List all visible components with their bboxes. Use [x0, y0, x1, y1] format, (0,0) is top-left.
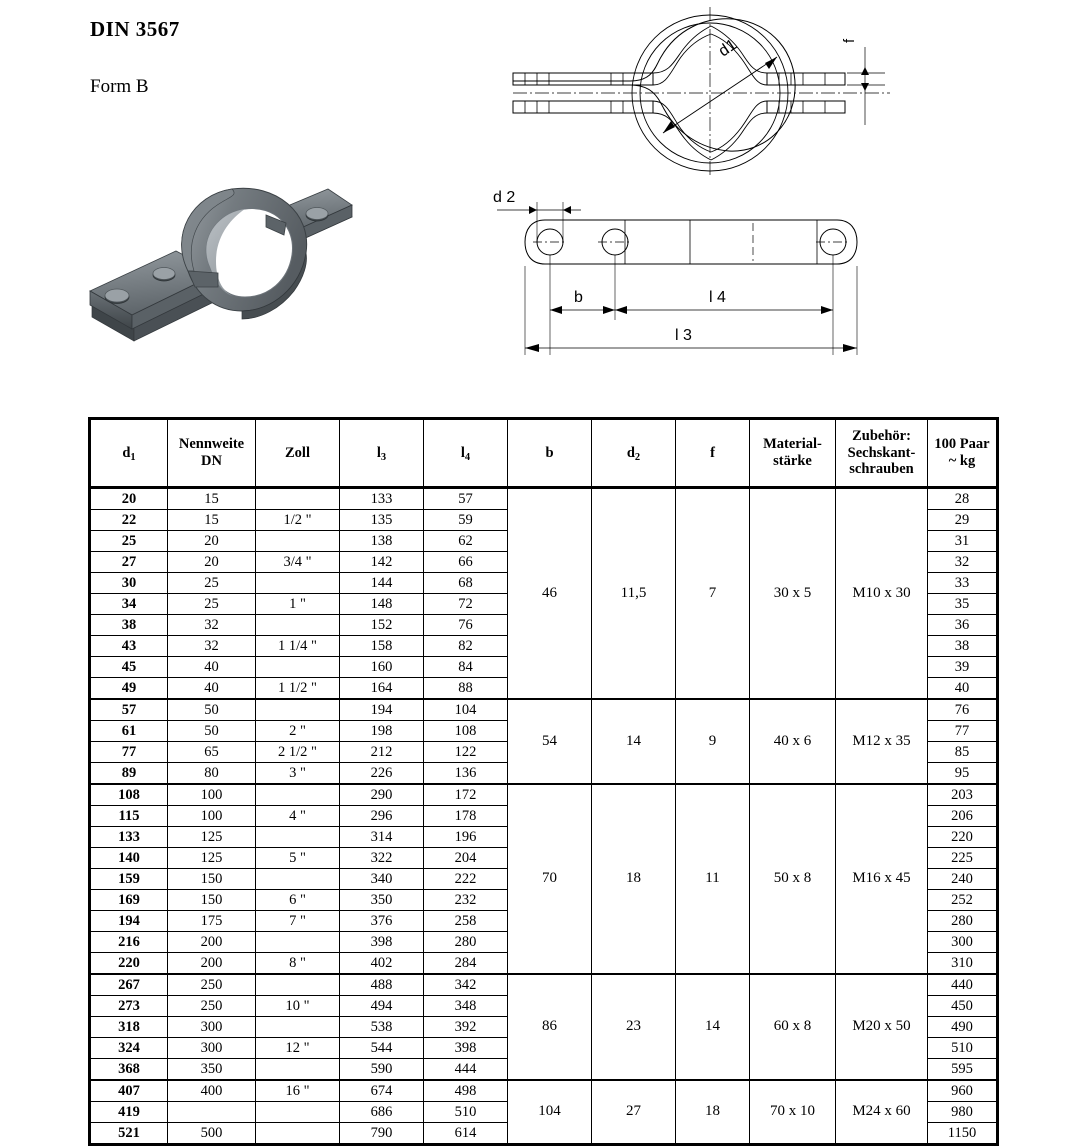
cell-l4: 59 — [424, 510, 508, 531]
cell-b: 86 — [508, 974, 592, 1080]
table-body — [90, 488, 998, 1145]
cell-d1: 407 — [90, 1080, 168, 1102]
cell-l4: 172 — [424, 784, 508, 806]
cell-zoll: 10 " — [256, 996, 340, 1017]
cell-l4: 84 — [424, 657, 508, 678]
cell-d1: 216 — [90, 932, 168, 953]
column-header-l4: $l_4$ — [424, 419, 508, 488]
cell-l3: 144 — [340, 573, 424, 594]
dimension-table — [88, 417, 999, 1146]
cell-material: 50 x 8 — [750, 784, 836, 974]
clamp-plan-view — [485, 180, 905, 370]
form-label: Form B — [90, 76, 149, 98]
cell-l3: 152 — [340, 615, 424, 636]
column-header-b: b — [508, 419, 592, 488]
cell-material: 30 x 5 — [750, 488, 836, 700]
cell-dn: 40 — [168, 657, 256, 678]
clamp-front-section-view — [495, 5, 905, 185]
cell-l4: 136 — [424, 763, 508, 785]
cell-dn: 150 — [168, 869, 256, 890]
cell-l4: 82 — [424, 636, 508, 657]
cell-l4: 57 — [424, 488, 508, 510]
table-row — [90, 699, 998, 721]
cell-d1: 77 — [90, 742, 168, 763]
cell-d2: 14 — [592, 699, 676, 784]
column-header-zubehoer: Zubehör: Sechskant- schrauben — [836, 419, 928, 488]
cell-d1: 38 — [90, 615, 168, 636]
dimension-label-d1: d1 — [715, 36, 740, 61]
cell-d1: 194 — [90, 911, 168, 932]
cell-dn: 50 — [168, 699, 256, 721]
table-row — [90, 784, 998, 806]
cell-l4: 104 — [424, 699, 508, 721]
cell-weight: 1150 — [928, 1123, 998, 1145]
cell-dn: 125 — [168, 827, 256, 848]
cell-l4: 178 — [424, 806, 508, 827]
cell-dn: 15 — [168, 488, 256, 510]
cell-weight: 310 — [928, 953, 998, 975]
cell-l3: 194 — [340, 699, 424, 721]
cell-weight: 32 — [928, 552, 998, 573]
cell-d1: 419 — [90, 1102, 168, 1123]
cell-weight: 35 — [928, 594, 998, 615]
cell-zoll — [256, 615, 340, 636]
cell-zoll — [256, 488, 340, 510]
cell-dn: 25 — [168, 594, 256, 615]
cell-l4: 258 — [424, 911, 508, 932]
cell-d2: 11,5 — [592, 488, 676, 700]
cell-d1: 324 — [90, 1038, 168, 1059]
cell-f: 11 — [676, 784, 750, 974]
cell-zoll — [256, 932, 340, 953]
cell-l3: 538 — [340, 1017, 424, 1038]
cell-dn: 20 — [168, 531, 256, 552]
cell-zoll: 8 " — [256, 953, 340, 975]
cell-dn — [168, 1102, 256, 1123]
cell-l4: 398 — [424, 1038, 508, 1059]
cell-l4: 614 — [424, 1123, 508, 1145]
cell-weight: 960 — [928, 1080, 998, 1102]
dimension-label-b: b — [574, 289, 583, 306]
cell-zubehoer: M24 x 60 — [836, 1080, 928, 1145]
pipe-clamp-3d-view — [70, 175, 360, 370]
cell-d1: 30 — [90, 573, 168, 594]
cell-l3: 226 — [340, 763, 424, 785]
cell-l4: 72 — [424, 594, 508, 615]
cell-weight: 490 — [928, 1017, 998, 1038]
cell-dn: 250 — [168, 996, 256, 1017]
cell-dn: 175 — [168, 911, 256, 932]
cell-zoll: 1/2 " — [256, 510, 340, 531]
cell-zoll — [256, 1017, 340, 1038]
cell-weight: 240 — [928, 869, 998, 890]
cell-zoll: 4 " — [256, 806, 340, 827]
cell-zubehoer: M10 x 30 — [836, 488, 928, 700]
cell-zubehoer: M12 x 35 — [836, 699, 928, 784]
cell-l4: 66 — [424, 552, 508, 573]
cell-weight: 36 — [928, 615, 998, 636]
cell-d1: 43 — [90, 636, 168, 657]
cell-zoll — [256, 531, 340, 552]
cell-zoll: 1 1/2 " — [256, 678, 340, 700]
cell-zoll — [256, 784, 340, 806]
cell-d1: 169 — [90, 890, 168, 911]
cell-dn: 25 — [168, 573, 256, 594]
cell-weight: 300 — [928, 932, 998, 953]
cell-dn: 300 — [168, 1017, 256, 1038]
cell-l3: 135 — [340, 510, 424, 531]
cell-zoll: 16 " — [256, 1080, 340, 1102]
cell-l3: 350 — [340, 890, 424, 911]
cell-weight: 38 — [928, 636, 998, 657]
cell-d1: 27 — [90, 552, 168, 573]
column-header-d2: $d_2$ — [592, 419, 676, 488]
cell-l3: 160 — [340, 657, 424, 678]
dimension-label-f: f — [841, 38, 858, 43]
cell-weight: 33 — [928, 573, 998, 594]
cell-weight: 220 — [928, 827, 998, 848]
cell-l3: 198 — [340, 721, 424, 742]
column-header-material: Material- stärke — [750, 419, 836, 488]
cell-dn: 100 — [168, 806, 256, 827]
cell-l3: 212 — [340, 742, 424, 763]
cell-dn: 150 — [168, 890, 256, 911]
dimension-label-l4: l 4 — [709, 289, 726, 306]
cell-material: 60 x 8 — [750, 974, 836, 1080]
cell-zoll: 6 " — [256, 890, 340, 911]
column-header-dn: Nennweite DN — [168, 419, 256, 488]
cell-b: 70 — [508, 784, 592, 974]
cell-l4: 122 — [424, 742, 508, 763]
cell-d1: 521 — [90, 1123, 168, 1145]
cell-l4: 196 — [424, 827, 508, 848]
column-header-l3: $l_3$ — [340, 419, 424, 488]
cell-f: 18 — [676, 1080, 750, 1145]
cell-dn: 40 — [168, 678, 256, 700]
cell-zoll — [256, 974, 340, 996]
cell-d1: 61 — [90, 721, 168, 742]
cell-weight: 95 — [928, 763, 998, 785]
cell-d1: 140 — [90, 848, 168, 869]
dimension-label-d2: d 2 — [493, 189, 516, 206]
cell-zoll: 1 1/4 " — [256, 636, 340, 657]
cell-zoll — [256, 1123, 340, 1145]
table-row — [90, 488, 998, 510]
column-header-zoll: Zoll — [256, 419, 340, 488]
cell-l3: 142 — [340, 552, 424, 573]
cell-dn: 400 — [168, 1080, 256, 1102]
cell-d1: 45 — [90, 657, 168, 678]
column-header-d1: $d_1$ — [90, 419, 168, 488]
cell-zubehoer: M16 x 45 — [836, 784, 928, 974]
cell-d1: 115 — [90, 806, 168, 827]
cell-l3: 376 — [340, 911, 424, 932]
cell-l3: 148 — [340, 594, 424, 615]
cell-weight: 28 — [928, 488, 998, 510]
cell-zoll: 1 " — [256, 594, 340, 615]
cell-f: 9 — [676, 699, 750, 784]
cell-zoll: 3 " — [256, 763, 340, 785]
cell-dn: 50 — [168, 721, 256, 742]
cell-l3: 296 — [340, 806, 424, 827]
cell-d1: 49 — [90, 678, 168, 700]
cell-zoll — [256, 1059, 340, 1081]
cell-zoll — [256, 573, 340, 594]
cell-weight: 31 — [928, 531, 998, 552]
cell-b: 46 — [508, 488, 592, 700]
cell-weight: 206 — [928, 806, 998, 827]
cell-d1: 159 — [90, 869, 168, 890]
cell-zoll — [256, 657, 340, 678]
cell-l4: 222 — [424, 869, 508, 890]
cell-weight: 440 — [928, 974, 998, 996]
cell-d1: 368 — [90, 1059, 168, 1081]
table-row — [90, 974, 998, 996]
cell-dn: 200 — [168, 953, 256, 975]
cell-weight: 39 — [928, 657, 998, 678]
cell-l4: 76 — [424, 615, 508, 636]
cell-l3: 590 — [340, 1059, 424, 1081]
cell-l4: 284 — [424, 953, 508, 975]
cell-zoll — [256, 869, 340, 890]
cell-l4: 348 — [424, 996, 508, 1017]
cell-l4: 342 — [424, 974, 508, 996]
cell-dn: 15 — [168, 510, 256, 531]
cell-zoll — [256, 1102, 340, 1123]
cell-zoll — [256, 699, 340, 721]
title-block — [90, 18, 390, 98]
cell-b: 54 — [508, 699, 592, 784]
cell-zoll: 5 " — [256, 848, 340, 869]
cell-l3: 133 — [340, 488, 424, 510]
cell-weight: 980 — [928, 1102, 998, 1123]
cell-d1: 133 — [90, 827, 168, 848]
cell-zoll: 2 " — [256, 721, 340, 742]
cell-l4: 510 — [424, 1102, 508, 1123]
cell-d1: 89 — [90, 763, 168, 785]
cell-l3: 674 — [340, 1080, 424, 1102]
cell-weight: 29 — [928, 510, 998, 531]
cell-dn: 80 — [168, 763, 256, 785]
table-header — [90, 419, 998, 488]
cell-d1: 267 — [90, 974, 168, 996]
cell-dn: 500 — [168, 1123, 256, 1145]
cell-d1: 34 — [90, 594, 168, 615]
cell-l3: 290 — [340, 784, 424, 806]
cell-l4: 68 — [424, 573, 508, 594]
cell-l3: 340 — [340, 869, 424, 890]
cell-weight: 85 — [928, 742, 998, 763]
cell-zoll: 12 " — [256, 1038, 340, 1059]
cell-l4: 232 — [424, 890, 508, 911]
cell-l3: 402 — [340, 953, 424, 975]
cell-dn: 125 — [168, 848, 256, 869]
center-lines — [513, 7, 890, 177]
cell-l4: 392 — [424, 1017, 508, 1038]
cell-l4: 204 — [424, 848, 508, 869]
cell-d1: 318 — [90, 1017, 168, 1038]
cell-weight: 595 — [928, 1059, 998, 1081]
column-header-weight: 100 Paar ~ kg — [928, 419, 998, 488]
cell-l3: 158 — [340, 636, 424, 657]
cell-dn: 20 — [168, 552, 256, 573]
cell-d2: 27 — [592, 1080, 676, 1145]
cell-l3: 164 — [340, 678, 424, 700]
cell-l3: 790 — [340, 1123, 424, 1145]
cell-f: 14 — [676, 974, 750, 1080]
cell-zoll: 7 " — [256, 911, 340, 932]
cell-d2: 18 — [592, 784, 676, 974]
column-header-f: f — [676, 419, 750, 488]
cell-weight: 252 — [928, 890, 998, 911]
cell-material: 70 x 10 — [750, 1080, 836, 1145]
cell-weight: 203 — [928, 784, 998, 806]
cell-d1: 25 — [90, 531, 168, 552]
cell-l3: 488 — [340, 974, 424, 996]
cell-weight: 76 — [928, 699, 998, 721]
cell-weight: 450 — [928, 996, 998, 1017]
table-header-row — [90, 419, 998, 488]
page-title: DIN 3567 — [90, 17, 180, 41]
cell-dn: 200 — [168, 932, 256, 953]
cell-dn: 32 — [168, 615, 256, 636]
cell-l4: 498 — [424, 1080, 508, 1102]
cell-l3: 686 — [340, 1102, 424, 1123]
cell-zoll — [256, 827, 340, 848]
cell-d1: 273 — [90, 996, 168, 1017]
cell-l4: 62 — [424, 531, 508, 552]
cell-dn: 100 — [168, 784, 256, 806]
cell-f: 7 — [676, 488, 750, 700]
cell-d1: 22 — [90, 510, 168, 531]
dimension-label-l3: l 3 — [675, 327, 692, 344]
cell-weight: 40 — [928, 678, 998, 700]
cell-l4: 280 — [424, 932, 508, 953]
cell-dn: 250 — [168, 974, 256, 996]
cell-b: 104 — [508, 1080, 592, 1145]
cell-l3: 398 — [340, 932, 424, 953]
cell-material: 40 x 6 — [750, 699, 836, 784]
cell-l4: 88 — [424, 678, 508, 700]
cell-zoll: 2 1/2 " — [256, 742, 340, 763]
cell-l4: 108 — [424, 721, 508, 742]
cell-dn: 32 — [168, 636, 256, 657]
cell-l3: 322 — [340, 848, 424, 869]
cell-l3: 314 — [340, 827, 424, 848]
cell-weight: 225 — [928, 848, 998, 869]
cell-dn: 350 — [168, 1059, 256, 1081]
cell-d1: 220 — [90, 953, 168, 975]
cell-weight: 510 — [928, 1038, 998, 1059]
cell-zoll: 3/4 " — [256, 552, 340, 573]
cell-dn: 300 — [168, 1038, 256, 1059]
cell-zubehoer: M20 x 50 — [836, 974, 928, 1080]
cell-weight: 77 — [928, 721, 998, 742]
cell-d2: 23 — [592, 974, 676, 1080]
cell-l4: 444 — [424, 1059, 508, 1081]
cell-l3: 544 — [340, 1038, 424, 1059]
cell-d1: 20 — [90, 488, 168, 510]
cell-l3: 138 — [340, 531, 424, 552]
dimension-table-container — [88, 417, 996, 1146]
cell-d1: 57 — [90, 699, 168, 721]
cell-dn: 65 — [168, 742, 256, 763]
cell-d1: 108 — [90, 784, 168, 806]
table-row — [90, 1080, 998, 1102]
cell-weight: 280 — [928, 911, 998, 932]
cell-l3: 494 — [340, 996, 424, 1017]
